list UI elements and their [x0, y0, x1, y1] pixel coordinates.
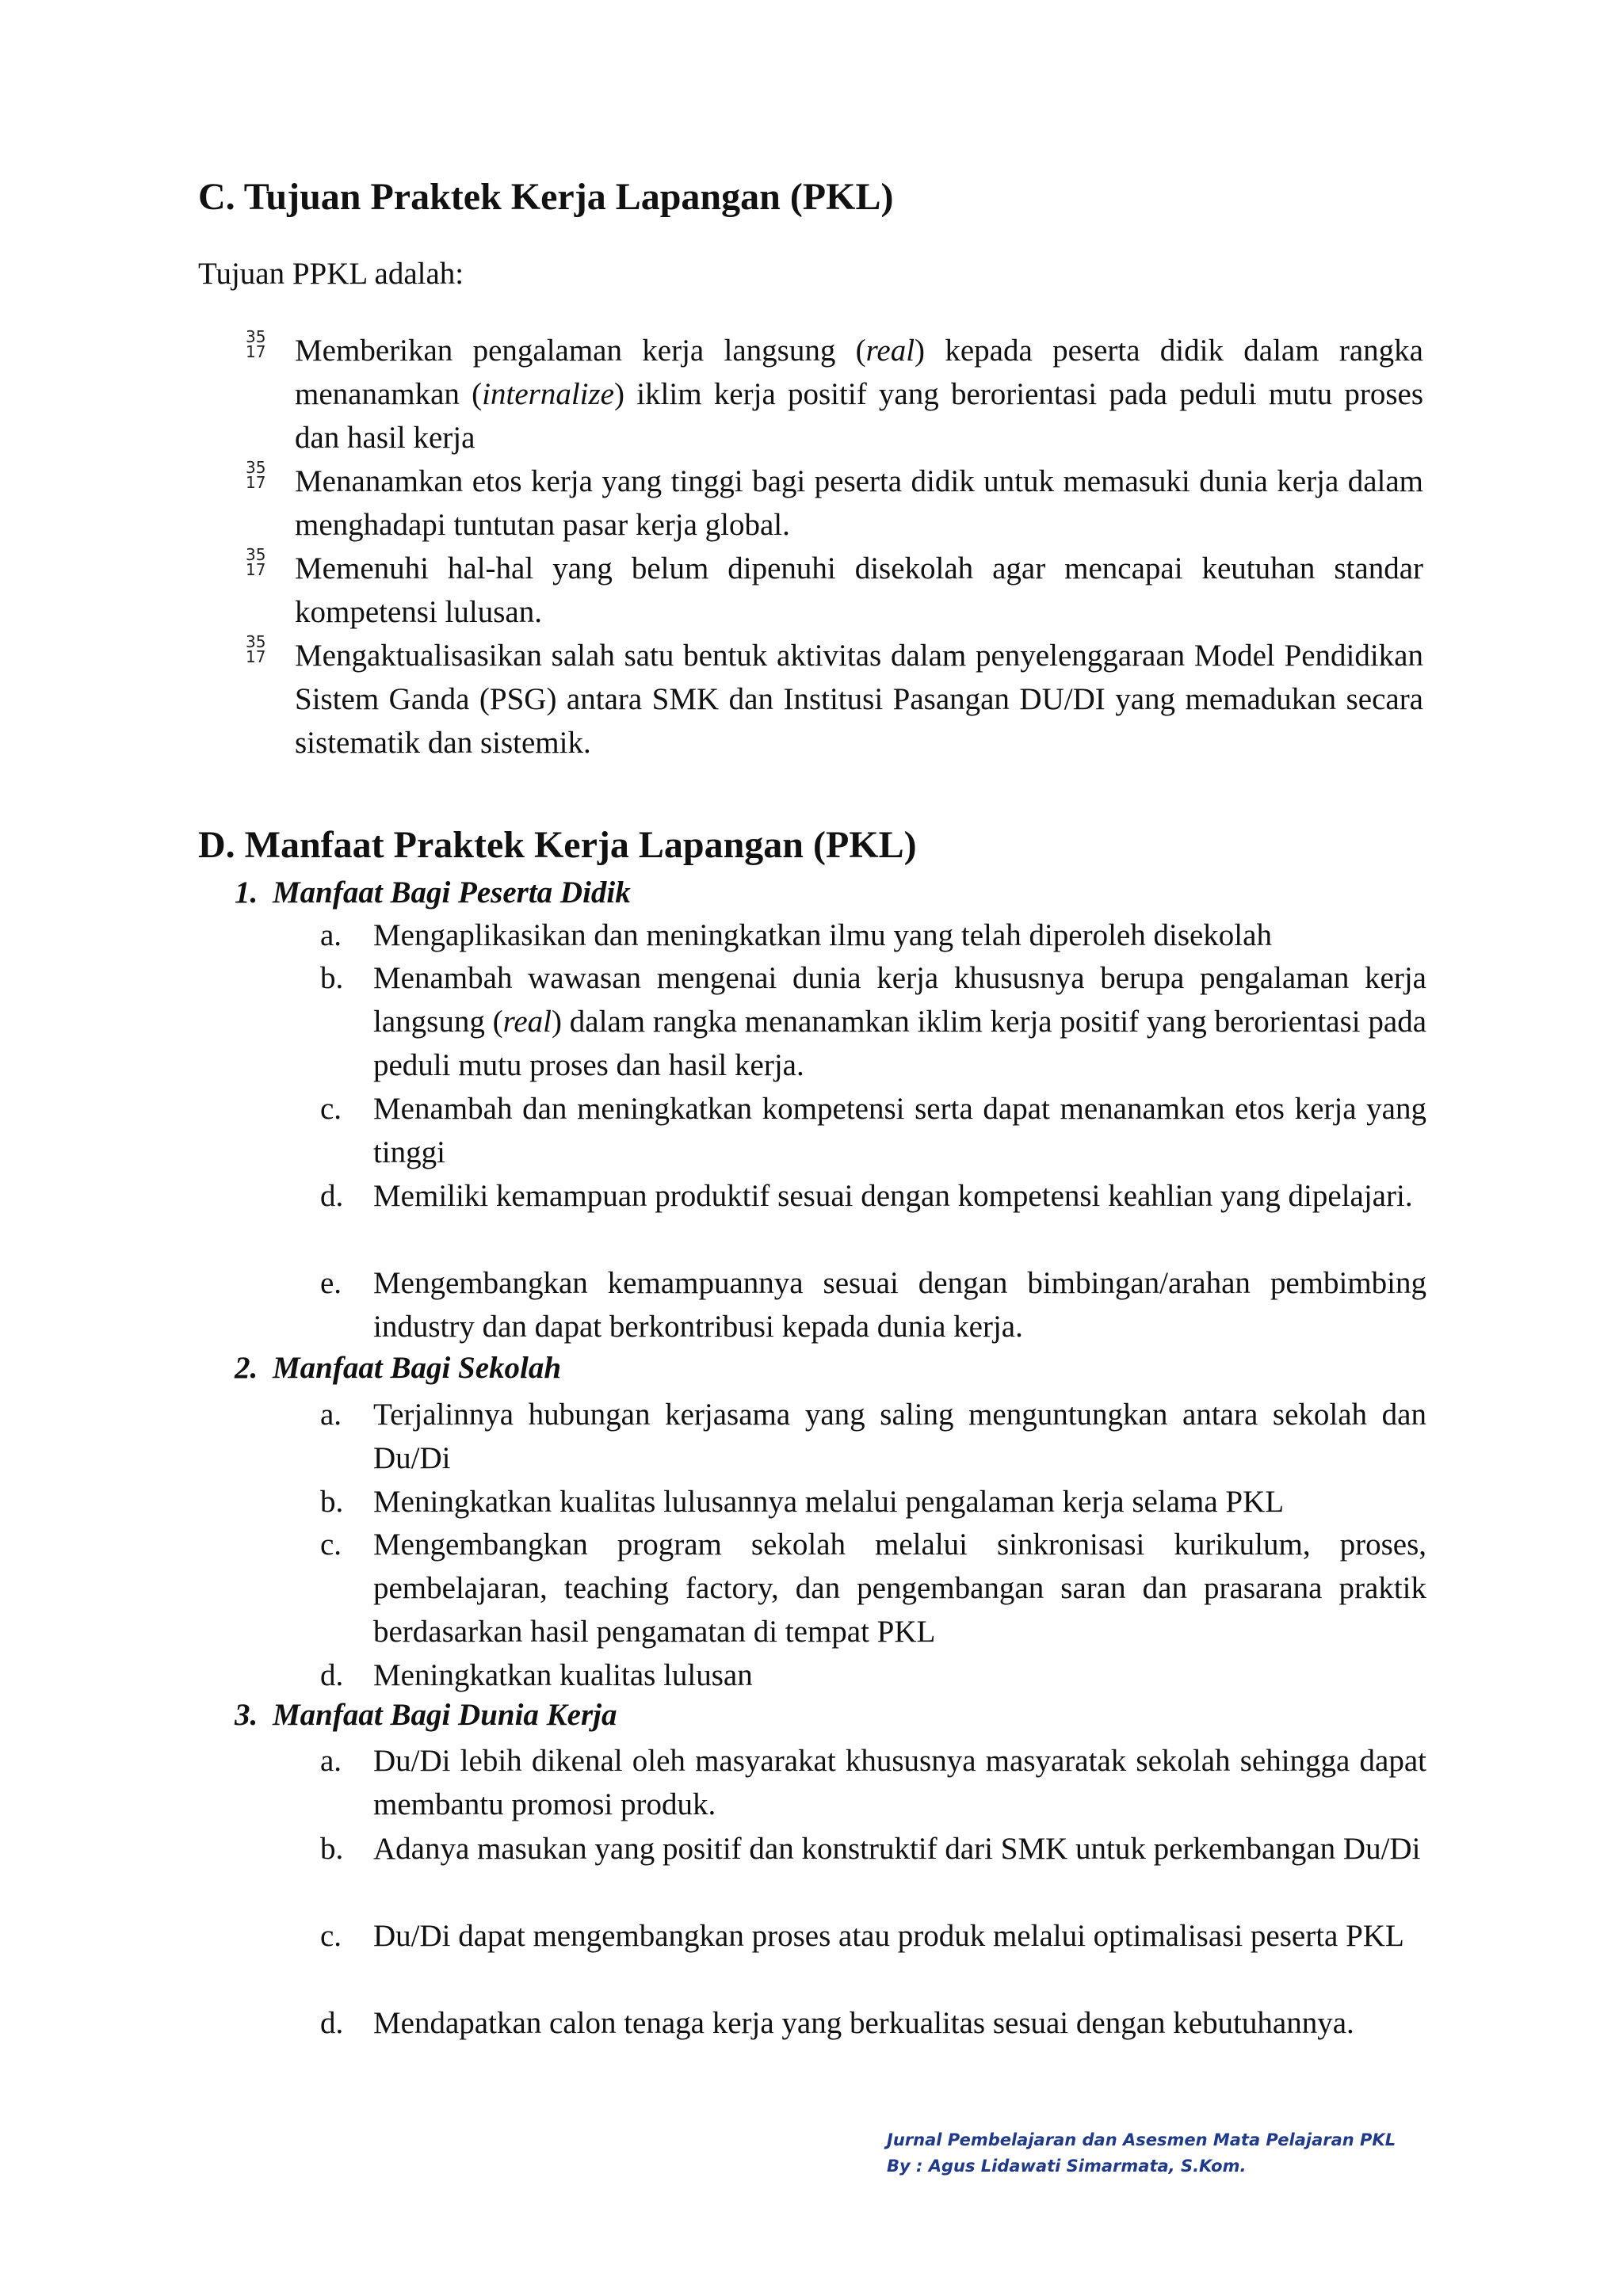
list-item-text: Menambah dan meningkatkan kompetensi serta dapat menanamkan etos kerja yang tinggi: [373, 1092, 1426, 1169]
bullet-glyph: 35 17: [246, 327, 266, 361]
list-item-letter: b.: [320, 1832, 344, 1866]
footer-author: By : Agus Lidawati Simarmata, S.Kom.: [887, 2157, 1247, 2176]
list-item-text: Du/Di lebih dikenal oleh masyarakat khususnya masyaratak sekolah sehingga dapat membantu promosi produk.: [373, 1744, 1426, 1821]
list-item-text: Menanamkan etos kerja yang tinggi bagi peserta didik untuk memasuki dunia kerja dalam menghadapi tuntutan pasar kerja global.: [295, 464, 1423, 542]
bullet-glyph: 35 17: [246, 545, 266, 579]
bullet-glyph: 35 17: [246, 458, 266, 492]
subsection-heading: 2. Manfaat Bagi Sekolah: [235, 1351, 562, 1385]
list-item-text: Memiliki kemampuan produktif sesuai dengan kompetensi keahlian yang dipelajari.: [373, 1179, 1413, 1213]
bullet-glyph: 35 17: [246, 632, 266, 666]
list-item-letter: b.: [320, 1485, 344, 1519]
page-footer: [887, 2127, 1396, 2180]
list-item-text: Mengaplikasikan dan meningkatkan ilmu yang telah diperoleh disekolah: [373, 918, 1272, 952]
list-item-text: Meningkatkan kualitas lulusannya melalui pengalaman kerja selama PKL: [373, 1485, 1285, 1519]
list-item-text: Adanya masukan yang positif dan konstruktif dari SMK untuk perkembangan Du/Di: [373, 1832, 1421, 1866]
section-c-heading: C. Tujuan Praktek Kerja Lapangan (PKL): [198, 176, 894, 218]
list-item-text: Menambah wawasan mengenai dunia kerja khususnya berupa pengalaman kerja langsung (real) dalam rangka menanamkan iklim kerja positif yang berorientasi pada peduli mutu proses dan hasil kerja.: [373, 961, 1427, 1082]
list-item-letter: a.: [320, 1744, 342, 1778]
list-item-text: Memenuhi hal-hal yang belum dipenuhi disekolah agar mencapai keutuhan standar kompetensi lulusan.: [295, 551, 1423, 629]
list-item-text: Du/Di dapat mengembangkan proses atau produk melalui optimalisasi peserta PKL: [373, 1919, 1404, 1953]
list-item-text: Mengaktualisasikan salah satu bentuk aktivitas dalam penyelenggaraan Model Pendidikan Sistem Ganda (PSG) antara SMK dan Institusi Pasangan DU/DI yang memadukan secara sistematik dan sistemik.: [295, 639, 1423, 760]
subsection-heading: 1. Manfaat Bagi Peserta Didik: [235, 875, 631, 910]
list-item-letter: a.: [320, 918, 342, 952]
subsection-heading: 3. Manfaat Bagi Dunia Kerja: [235, 1698, 617, 1732]
list-item-letter: c.: [320, 1527, 342, 1562]
section-d-heading: D. Manfaat Praktek Kerja Lapangan (PKL): [198, 824, 917, 866]
list-item-letter: d.: [320, 1179, 344, 1213]
list-item-letter: c.: [320, 1092, 342, 1126]
list-item-text: Mengembangkan kemampuannya sesuai dengan bimbingan/arahan pembimbing industry dan dapat berkontribusi kepada dunia kerja.: [373, 1266, 1426, 1344]
list-item-letter: d.: [320, 1658, 344, 1692]
list-item-text: Meningkatkan kualitas lulusan: [373, 1658, 753, 1692]
section-c-intro: Tujuan PPKL adalah:: [198, 257, 464, 291]
list-item-letter: c.: [320, 1919, 342, 1953]
list-item-letter: a.: [320, 1398, 342, 1432]
list-item-text: Mengembangkan program sekolah melalui sinkronisasi kurikulum, proses, pembelajaran, teaching factory, dan pengembangan saran dan prasarana praktik berdasarkan hasil pengamatan di tempat PKL: [373, 1527, 1426, 1649]
list-item-text: Terjalinnya hubungan kerjasama yang saling menguntungkan antara sekolah dan Du/Di: [373, 1398, 1426, 1475]
list-item-letter: b.: [320, 961, 344, 995]
list-item-letter: e.: [320, 1266, 342, 1300]
list-item-text: Mendapatkan calon tenaga kerja yang berkualitas sesuai dengan kebutuhannya.: [373, 2006, 1354, 2040]
footer-journal-title: Jurnal Pembelajaran dan Asesmen Mata Pelajaran PKL: [887, 2130, 1396, 2149]
list-item-text: Memberikan pengalaman kerja langsung (real) kepada peserta didik dalam rangka menanamkan (internalize) iklim kerja positif yang berorientasi pada peduli mutu proses dan hasil kerja: [295, 334, 1423, 455]
list-item-letter: d.: [320, 2006, 344, 2040]
